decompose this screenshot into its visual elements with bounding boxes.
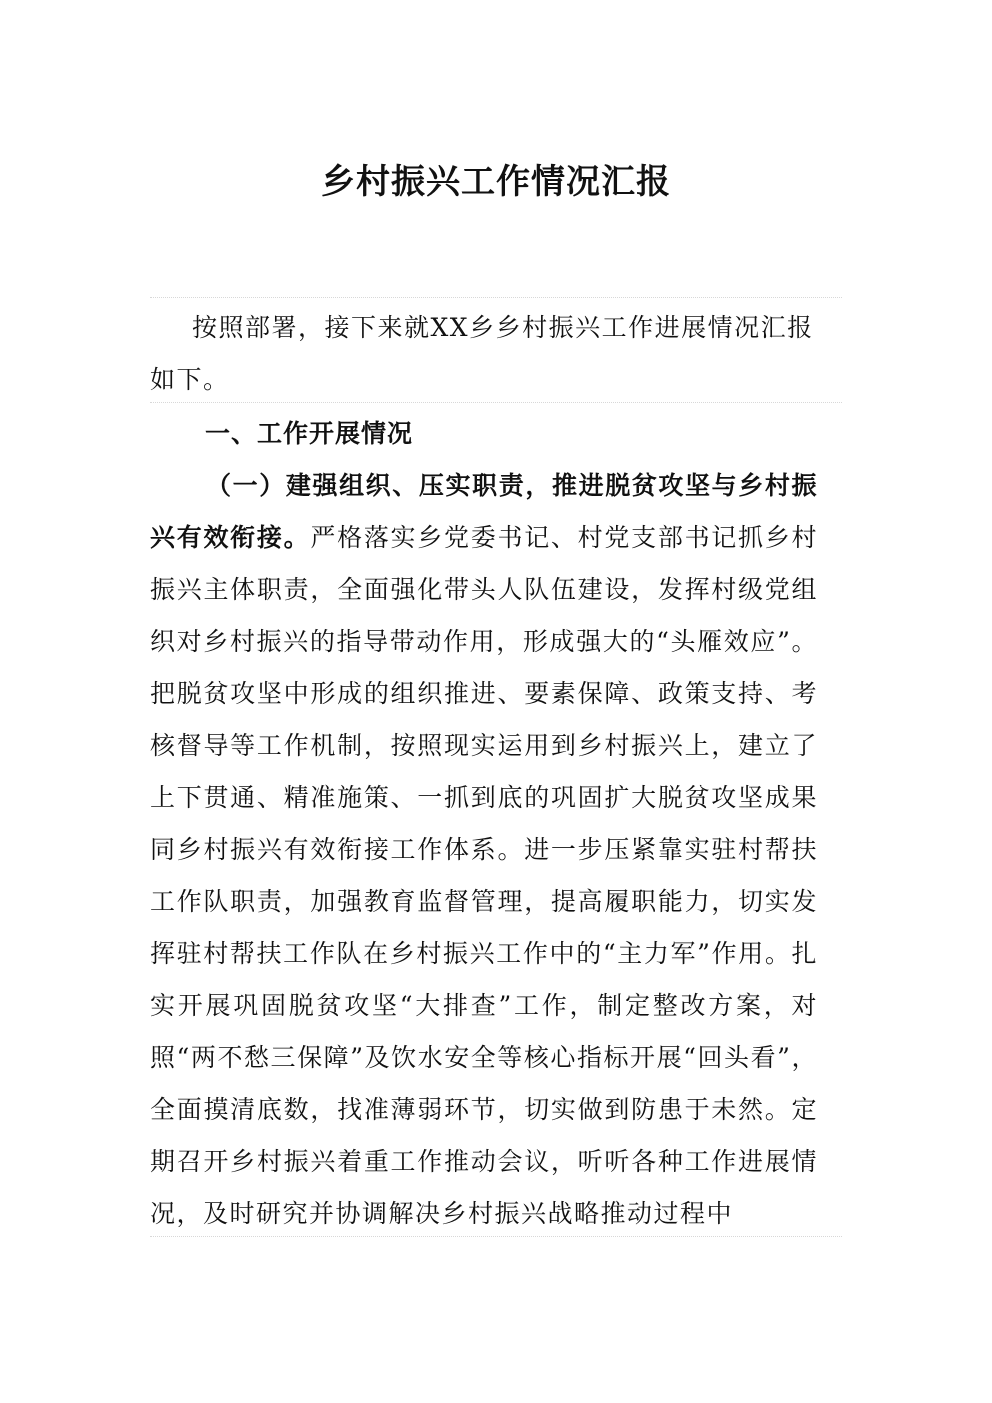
subsection-lead: （一）建强组织、压实职责，推进脱贫攻坚与乡村振兴有效衔接。 bbox=[150, 471, 818, 552]
document-title: 乡村振兴工作情况汇报 bbox=[321, 162, 671, 202]
divider-middle bbox=[150, 402, 842, 403]
divider-top bbox=[150, 297, 842, 298]
divider-bottom bbox=[150, 1236, 842, 1237]
section-heading: 一、工作开展情况 bbox=[205, 419, 414, 448]
intro-paragraph: 按照部署，接下来就XX乡乡村振兴工作进展情况汇报如下。 bbox=[150, 313, 814, 394]
subsection-paragraph bbox=[150, 460, 818, 1240]
subsection-body: 严格落实乡党委书记、村党支部书记抓乡村振兴主体职责，全面强化带头人队伍建设，发挥村级党组织对乡村振兴的指导带动作用，形成强大的“头雁效应”。把脱贫攻坚中形成的组织推进、要素保障、政策支持、考核督导等工作机制，按照现实运用到乡村振兴上，建立了上下贯通、精准施策、一抓到底的巩固扩大脱贫攻坚成果同乡村振兴有效衔接工作体系。进一步压紧靠实驻村帮扶工作队职责，加强教育监督管理，提高履职能力，切实发挥驻村帮扶工作队在乡村振兴工作中的“主力军”作用。扎实开展巩固脱贫攻坚“大排查”工作，制定整改方案，对照“两不愁三保障”及饮水安全等核心指标开展“回头看”，全面摸清底数，找准薄弱环节，切实做到防患于未然。定期召开乡村振兴着重工作推动会议，听听各种工作进展情况，及时研究并协调解决乡村振兴战略推动过程中 bbox=[150, 523, 818, 1228]
